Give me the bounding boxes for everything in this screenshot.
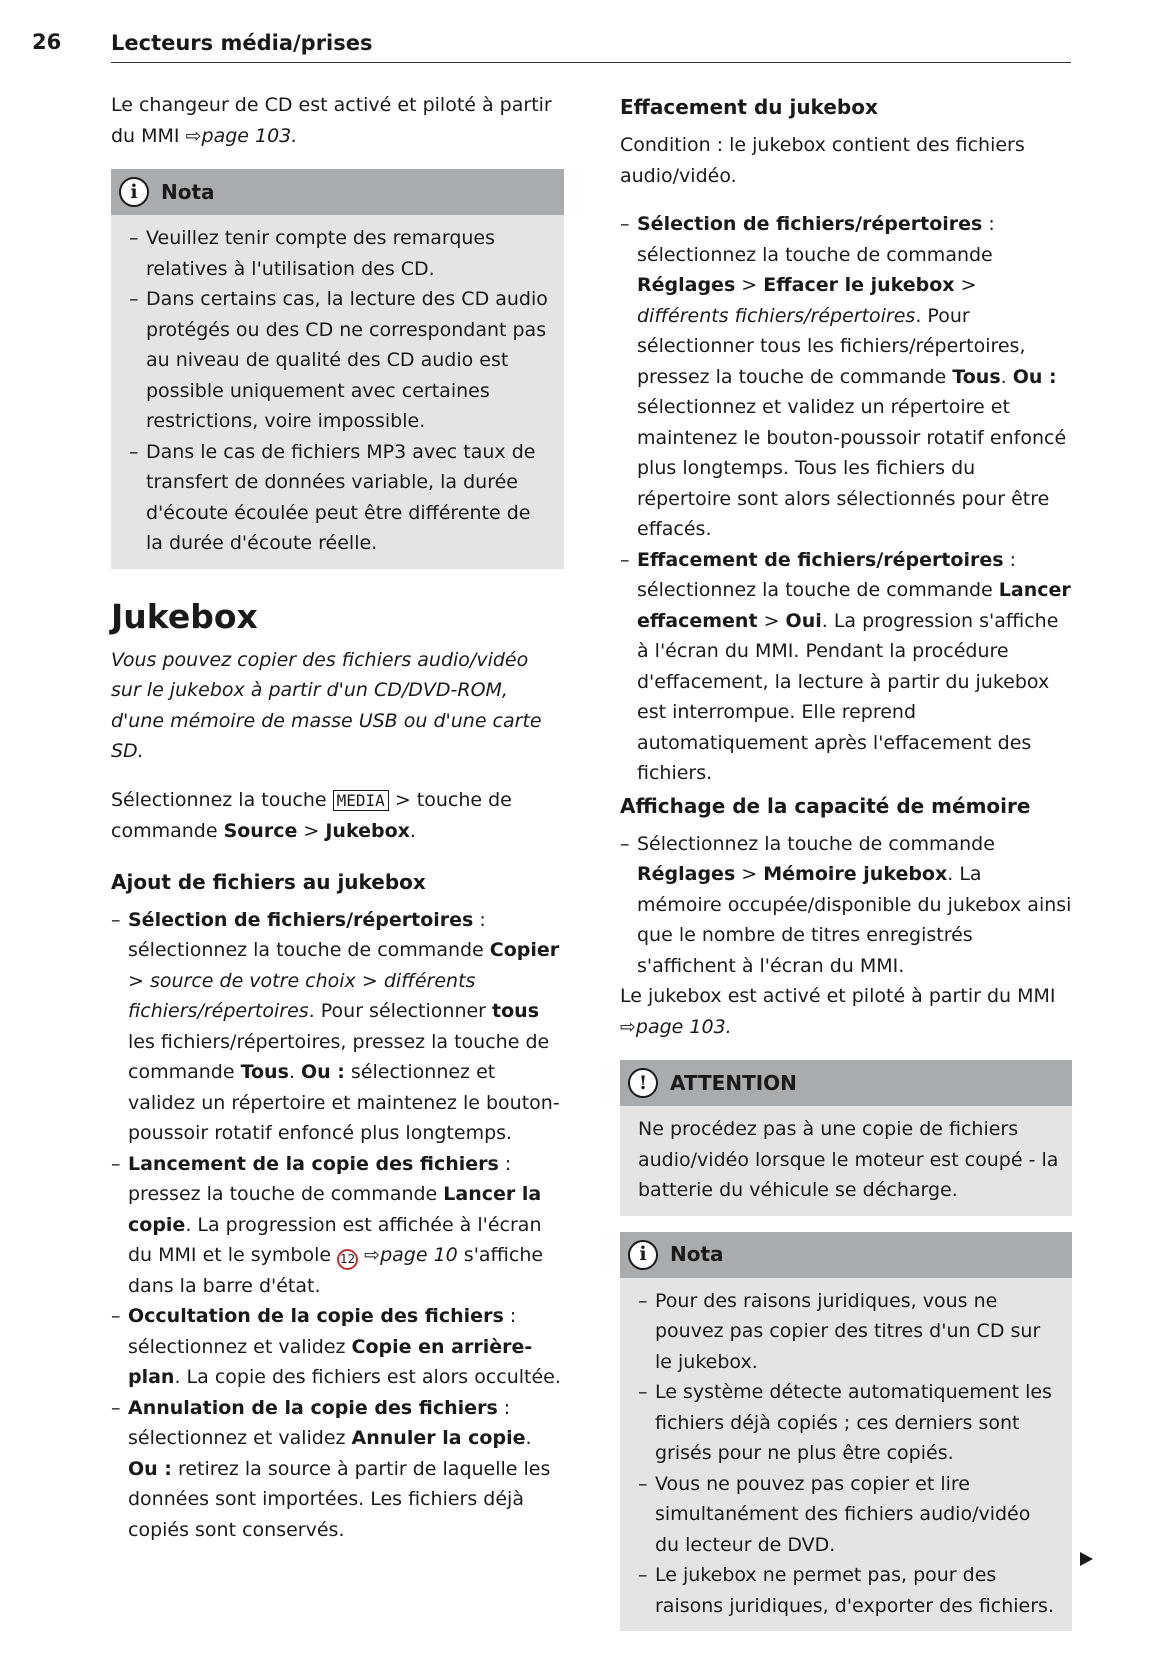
continue-arrow-icon [1080, 1552, 1093, 1566]
nota-box [620, 1232, 1072, 1632]
text-run: Lancer effacement [637, 579, 1071, 632]
text-run: Tous [240, 1061, 289, 1083]
text-run: Le jukebox est activé et piloté à partir du MMI [620, 985, 1056, 1007]
text-run: différents fichiers/répertoires [637, 304, 916, 327]
text-run: . La progression s'affiche à l'écran du MMI. Pendant la procédure d'effacement, la lecture à partir du jukebox est interrompue. Elle reprend automatiquement après l'effacement des fichiers. [637, 609, 1059, 784]
erase-condition: Condition : le jukebox contient des fichiers audio/vidéo. [620, 134, 1025, 187]
list-item [620, 545, 1072, 789]
nota-item: – Vous ne pouvez pas copier et lire simultanément des fichiers audio/vidéo du lecteur de DVD. [638, 1469, 1060, 1561]
text-run: Sélectionnez la touche [111, 788, 333, 811]
text-run: . [288, 1061, 301, 1083]
list-item [620, 829, 1072, 982]
page-ref-link[interactable]: ⇨page 10 [364, 1244, 458, 1266]
memory-steps-list [620, 829, 1072, 982]
text-run: : sélectionnez et validez [128, 1305, 517, 1358]
text-run: Occultation de la copie des fichiers [128, 1305, 504, 1327]
text-run: : sélectionnez la touche de commande [637, 213, 995, 266]
text-run: > [954, 274, 977, 296]
list-item [111, 905, 564, 1149]
attention-title: ATTENTION [670, 1070, 797, 1095]
text-run: s'affiche dans la barre d'état. [128, 1244, 544, 1297]
text-run: Oui [785, 609, 822, 632]
select-source-paragraph [111, 785, 564, 847]
nota-item: – Dans le cas de fichiers MP3 avec taux de transfert de données variable, la durée d'écoute écoulée peut être différente de la durée d'écoute réelle. [129, 437, 552, 559]
text-run: Copie en arrière-plan [128, 1335, 533, 1388]
text-run: Ou : [1012, 365, 1057, 388]
nota-item: – Dans certains cas, la lecture des CD audio protégés ou des CD ne correspondant pas au niveau de qualité des CD audio est possible uniquement avec certaines restrictions, voire impossible. [129, 284, 552, 437]
text-run: . [409, 820, 416, 842]
text-run: > [735, 274, 764, 296]
attention-text: Ne procédez pas à une copie de fichiers audio/vidéo lorsque le moteur est coupé - la batterie du véhicule se décharge. [638, 1118, 1059, 1201]
text-run: . [525, 1427, 532, 1449]
text-run: > [735, 863, 764, 885]
jukebox-mmi-paragraph [620, 981, 1072, 1042]
list-item [111, 1149, 564, 1302]
add-steps-list [111, 905, 564, 1546]
text-run: . Pour sélectionner tous les fichiers/répertoires, pressez la touche de commande [637, 304, 1026, 388]
media-key: MEDIA [333, 790, 389, 811]
header-rule [111, 62, 1071, 63]
text-run: > [757, 609, 786, 632]
attention-box-body [620, 1106, 1072, 1216]
page-ref-link[interactable]: ⇨page 103. [620, 1015, 732, 1038]
nota-box-body [111, 215, 564, 569]
nota-item: – Le jukebox ne permet pas, pour des raisons juridiques, d'exporter des fichiers. [638, 1560, 1060, 1621]
text-run: : sélectionnez la touche de commande [128, 908, 490, 961]
text-run: Effacer le jukebox [763, 274, 955, 296]
status-symbol-icon: 12 [337, 1249, 358, 1270]
text-run: Ou : [128, 1457, 172, 1480]
text-run: Sélection de fichiers/répertoires [637, 213, 983, 235]
nota-item: – Le système détecte automatiquement les fichiers déjà copiés ; ces derniers sont grisés pour ne plus être copiés. [638, 1377, 1060, 1469]
right-column [620, 90, 1072, 1657]
nota-box-header [620, 1232, 1072, 1278]
text-run: différents fichiers/répertoires [128, 969, 476, 1022]
list-item [111, 1301, 564, 1393]
subsection-title: Affichage de la capacité de mémoire [620, 793, 1031, 818]
jukebox-label: Jukebox [325, 820, 410, 842]
text-run: Tous [952, 365, 1001, 388]
text-run: Sélectionnez la touche de commande [637, 832, 995, 855]
text-run: . [1000, 365, 1013, 388]
info-icon: i [628, 1240, 658, 1270]
text-run: > [128, 969, 150, 992]
text-run: . La copie des fichiers est alors occultée. [174, 1366, 561, 1388]
cd-changer-paragraph [111, 90, 564, 151]
text-run: Mémoire jukebox [763, 863, 948, 885]
source-label: Source [223, 820, 298, 842]
text-run: sélectionnez et validez un répertoire et maintenez le bouton-poussoir rotatif enfoncé plus longtemps. Tous les fichiers du répertoire sont alors sélectionnés pour être effacés. [637, 396, 1067, 540]
subsection-title: Effacement du jukebox [620, 95, 878, 119]
text-run: les fichiers/répertoires, pressez la touche de commande [128, 1030, 550, 1083]
nota-title: Nota [161, 179, 215, 204]
subsection-title: Ajout de fichiers au jukebox [111, 869, 426, 894]
list-item [111, 1393, 564, 1546]
nota-title: Nota [670, 1242, 724, 1267]
text-run: > touche de commande [111, 788, 512, 842]
nota-item: – Veuillez tenir compte des remarques relatives à l'utilisation des CD. [129, 223, 552, 284]
text-run: > [297, 820, 326, 842]
text-run: : pressez la touche de commande [128, 1152, 512, 1205]
page-ref-link[interactable]: ⇨page 103. [185, 124, 298, 147]
text-run: Réglages [637, 274, 736, 296]
section-intro: Vous pouvez copier des fichiers audio/vidéo sur le jukebox à partir d'un CD/DVD-ROM, d'une mémoire de masse USB ou d'une carte SD. [111, 648, 542, 762]
text-run: Annulation de la copie des fichiers [128, 1396, 498, 1419]
attention-box-header [620, 1060, 1072, 1106]
text-run: Sélection de fichiers/répertoires [128, 908, 474, 931]
text-run: Annuler la copie [351, 1427, 526, 1449]
text-run: sélectionnez et validez un répertoire et maintenez le bouton-poussoir rotatif enfoncé plus longtemps. [128, 1061, 560, 1144]
text-run: Effacement de fichiers/répertoires [637, 548, 1004, 571]
nota-box [111, 169, 564, 569]
text-run: retirez la source à partir de laquelle les données sont importées. Les fichiers déjà copiés sont conservés. [128, 1457, 551, 1541]
info-icon: i [119, 177, 149, 207]
text-run: : sélectionnez la touche de commande [637, 548, 1017, 601]
text-run: . La mémoire occupée/disponible du jukebox ainsi que le nombre de titres enregistrés s'affichent à l'écran du MMI. [637, 863, 1072, 977]
text-run: tous [492, 1000, 540, 1022]
nota-box-body [620, 1278, 1072, 1632]
section-title: Jukebox [111, 596, 258, 636]
running-title: Lecteurs média/prises [111, 31, 373, 55]
exclamation-icon: ! [628, 1068, 658, 1098]
text-run: . Pour sélectionner [308, 1000, 493, 1022]
list-item [620, 209, 1072, 545]
text-run: Lancer la copie [128, 1183, 542, 1236]
text-run: source de votre choix [149, 969, 356, 992]
left-column [111, 90, 564, 1545]
text-run: Lancement de la copie des fichiers [128, 1152, 499, 1175]
text-run: Réglages [637, 863, 736, 885]
nota-item: – Pour des raisons juridiques, vous ne pouvez pas copier des titres d'un CD sur le jukebox. [638, 1286, 1060, 1378]
page-number: 26 [32, 30, 62, 54]
text-run: Ou : [300, 1061, 345, 1083]
text-run: : sélectionnez et validez [128, 1396, 511, 1449]
attention-box [620, 1060, 1072, 1216]
cd-changer-text: Le changeur de CD est activé et piloté à partir du MMI [111, 94, 552, 147]
text-run: Copier [489, 939, 560, 961]
nota-box-header [111, 169, 564, 215]
text-run: . La progression est affichée à l'écran du MMI et le symbole [128, 1213, 542, 1266]
text-run: > [355, 969, 384, 992]
erase-steps-list [620, 209, 1072, 789]
